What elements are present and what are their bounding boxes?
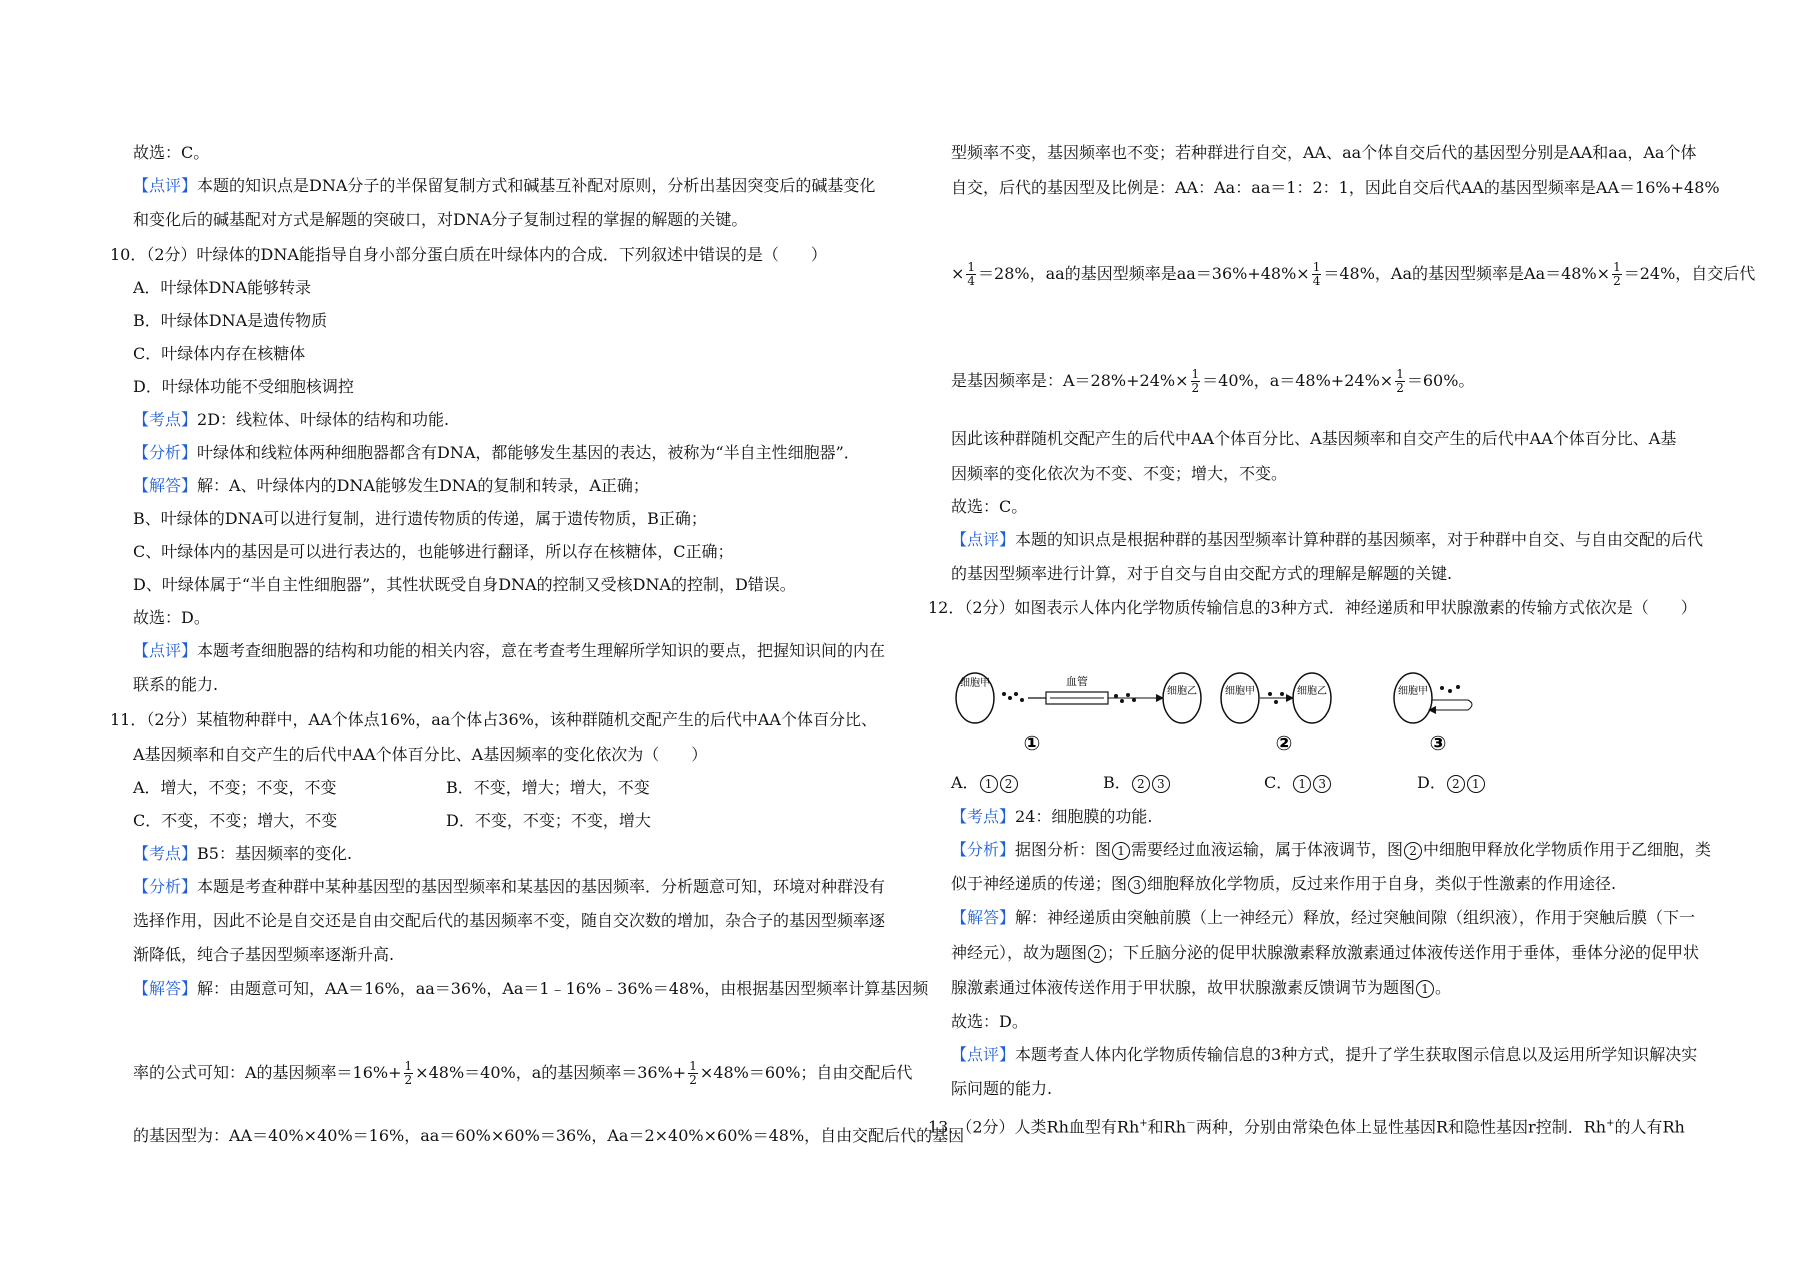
diagram-2: [1221, 673, 1331, 755]
diagram-number-1: ①: [1023, 731, 1041, 755]
solution-tag: 【解答】: [951, 908, 1016, 927]
numerator: 1: [1191, 367, 1200, 381]
solution-continued-2: 自交，后代的基因型及比例是：AA：Aa：aa＝1：2：1，因此自交后代AA的基因型频率是AA＝16%+48%: [951, 178, 1720, 197]
cell-b: [1293, 673, 1331, 723]
cell-a: [1394, 673, 1432, 723]
question-text: 的人有Rh: [1614, 1117, 1685, 1137]
cell-a-label: 细胞甲: [960, 678, 990, 689]
numerator: 1: [404, 1059, 413, 1073]
option-c: C．叶绿体内存在核糖体: [133, 344, 306, 363]
kaodian-tag: 【考点】: [951, 807, 1016, 826]
option-label: B．: [1103, 773, 1131, 792]
analysis-line-2: [951, 873, 1616, 895]
comment-tag: 【点评】: [951, 530, 1016, 549]
numerator: 1: [1312, 260, 1321, 274]
kaodian-line: [133, 843, 352, 865]
option-b: B．不变，增大；增大，不变: [446, 778, 650, 797]
superscript: +: [1606, 1118, 1615, 1129]
solution-line-2: [133, 1060, 912, 1087]
solution-line-2: [951, 942, 1699, 964]
analysis-text: 细胞释放化学物质，反过来作用于自身，类似于性激素的作用途径.: [1147, 874, 1617, 893]
solution-line-3: [951, 977, 1451, 999]
option-a: A．增大，不变；不变，不变: [133, 778, 337, 797]
formula-part: ＝48%，Aa的基因型频率是Aa＝48%×: [1323, 264, 1611, 283]
option-b: B．叶绿体DNA是遗传物质: [133, 311, 328, 330]
fraction: [1395, 368, 1405, 395]
analysis-line-2: 选择作用，因此不论是自交还是自由交配后代的基因频率不变，随自交次数的增加，杂合子的基因型频率逐: [133, 911, 886, 930]
numerator: 1: [1613, 260, 1621, 274]
numerator: 1: [967, 260, 976, 274]
solution-text: 神经元），故为题图: [951, 943, 1088, 962]
analysis-text: 需要经过血液运输，属于体液调节，图: [1131, 840, 1404, 859]
comment-text: 本题考查细胞器的结构和功能的相关内容，意在考查考生理解所学知识的要点，把握知识间的内在: [197, 641, 886, 660]
comment-line-2: 的基因型频率进行计算，对于自交与自由交配方式的理解是解题的关键.: [951, 564, 1453, 583]
comment-text: 本题考查人体内化学物质传输信息的3种方式，提升了学生获取图示信息以及运用所学知识解决实: [1015, 1045, 1698, 1064]
circled-number: 2: [1000, 775, 1018, 793]
diagram-1: [956, 673, 1201, 755]
analysis-tag: 【分析】: [133, 443, 198, 462]
option-d: [1417, 772, 1486, 794]
analysis-tag: 【分析】: [133, 877, 198, 896]
analysis-line: [951, 839, 1711, 861]
solution-text: 解：由题意可知，AA＝16%，aa＝36%，Aa＝1﹣16%﹣36%＝48%，由根据基因型频率计算基因频: [197, 979, 929, 998]
solution-continued: 型频率不变，基因频率也不变；若种群进行自交，AA、aa个体自交后代的基因型分别是AA和aa，Aa个体: [951, 143, 1697, 162]
analysis-text: 本题是考查种群中某种基因型的基因型频率和某基因的基因频率．分析题意可知，环境对种群没有: [197, 877, 886, 896]
circled-number: 1: [1467, 775, 1485, 793]
solution-line-3: C、叶绿体内的基因是可以进行表达的，也能够进行翻译，所以存在核糖体，C正确；: [133, 542, 734, 561]
analysis-text: 叶绿体和线粒体两种细胞器都含有DNA，都能够发生基因的表达，被称为“半自主性细胞器”．: [197, 443, 860, 462]
comment-line-2: 际问题的能力.: [951, 1079, 1053, 1098]
kaodian-line: [951, 806, 1152, 828]
circled-number: 1: [1112, 842, 1130, 860]
kaodian-tag: 【考点】: [133, 410, 198, 429]
option-b: [1103, 772, 1171, 794]
circled-number: 1: [980, 775, 998, 793]
kaodian-tag: 【考点】: [133, 844, 198, 863]
fraction: [688, 1060, 698, 1087]
cell-b-label: 细胞乙: [1167, 686, 1197, 697]
option-a: [951, 772, 1019, 794]
circled-number: 2: [1404, 842, 1422, 860]
option-label: C．: [1264, 773, 1293, 792]
solution-text: 腺激素通过体液传送作用于甲状腺，故甲状腺激素反馈调节为题图: [951, 978, 1416, 997]
circled-number: 3: [1313, 775, 1331, 793]
comment-line: [133, 175, 875, 197]
numerator: 1: [689, 1059, 697, 1073]
denominator: 4: [967, 274, 976, 288]
question-11: 11．（2分）某植物种群中，AA个体点16%，aa个体占36%，该种群随机交配产生的后代中AA个体百分比、: [110, 710, 877, 729]
circled-number: 1: [1293, 775, 1311, 793]
analysis-line: [133, 442, 860, 464]
solution-text: ；下丘脑分泌的促甲状腺激素释放激素通过体液传送作用于垂体，垂体分泌的促甲状: [1107, 943, 1700, 962]
formula-part: ×: [951, 264, 965, 283]
denominator: 2: [1191, 381, 1200, 395]
question-text: 两种，分别由常染色体上显性基因R和隐性基因r控制．Rh: [1196, 1117, 1607, 1137]
analysis-text: 中细胞甲释放化学物质作用于乙细胞，类: [1423, 840, 1712, 859]
comment-line: [951, 529, 1703, 551]
formula-part: ×48%＝60%；自由交配后代: [699, 1063, 913, 1082]
option-c: C．不变，不变；增大，不变: [133, 811, 338, 830]
formula-part: ＝28%，aa的基因型频率是aa＝36%+48%×: [978, 264, 1310, 283]
option-d: D．不变，不变；不变，增大: [446, 811, 651, 830]
fraction: [1191, 368, 1201, 395]
formula-part: 是基因频率是：A＝28%+24%×: [951, 371, 1189, 390]
question-text: 和Rh: [1147, 1117, 1186, 1137]
numerator: 1: [1396, 367, 1404, 381]
cell-a-label: 细胞甲: [1398, 686, 1428, 697]
answer-line: 故选：C。: [133, 143, 210, 162]
cell-a-label: 细胞甲: [1225, 686, 1255, 697]
denominator: 2: [404, 1073, 413, 1087]
question-12: 12．（2分）如图表示人体内化学物质传输信息的3种方式．神经递质和甲状腺激素的传输方式依次是（ ）: [928, 598, 1697, 617]
analysis-line-3: 渐降低，纯合子基因型频率逐渐升高.: [133, 945, 395, 964]
formula-part: ×48%＝40%，a的基因频率＝36%+: [415, 1063, 687, 1082]
question-text: 13．（2分）人类Rh血型有Rh: [928, 1117, 1140, 1137]
circled-number: 3: [1152, 775, 1170, 793]
solution-text: 解：神经递质由突触前膜（上一神经元）释放，经过突触间隙（组织液），作用于突触后膜（下一: [1015, 908, 1696, 927]
answer-line: 故选：C。: [951, 497, 1028, 516]
circled-number: 2: [1447, 775, 1465, 793]
denominator: 2: [1396, 381, 1404, 395]
circled-number: 1: [1416, 980, 1434, 998]
option-d: D．叶绿体功能不受细胞核调控: [133, 377, 354, 396]
comment-line-2: 联系的能力.: [133, 675, 219, 694]
fraction: [1312, 261, 1322, 288]
cell-b-label: 细胞乙: [1297, 686, 1327, 697]
solution-line: [133, 475, 649, 497]
circled-number: 2: [1132, 775, 1150, 793]
analysis-text: 据图分析：图: [1015, 840, 1112, 859]
comment-tag: 【点评】: [951, 1045, 1016, 1064]
vessel-label: 血管: [1066, 675, 1088, 688]
fraction: [966, 261, 976, 288]
solution-tag: 【解答】: [133, 979, 198, 998]
option-label: D．: [1417, 773, 1446, 792]
answer-line: 故选：D。: [951, 1012, 1028, 1031]
formula-part: ＝60%。: [1406, 371, 1475, 390]
denominator: 2: [689, 1073, 697, 1087]
solution-line-4: D、叶绿体属于“半自主性细胞器”，其性状既受自身DNA的控制又受核DNA的控制，D错误。: [133, 575, 796, 594]
analysis-tag: 【分析】: [951, 840, 1016, 859]
solution-formula-line: [951, 261, 1755, 288]
kaodian-text: B5：基因频率的变化.: [197, 844, 353, 863]
denominator: 2: [1613, 274, 1621, 288]
superscript: +: [1139, 1118, 1148, 1129]
circled-number: 2: [1088, 945, 1106, 963]
question-13: [928, 1113, 1685, 1138]
fraction: [1612, 261, 1622, 288]
formula-part: ＝40%，a＝48%+24%×: [1202, 371, 1394, 390]
solution-line-2: B、叶绿体的DNA可以进行复制，进行遗传物质的传递，属于遗传物质，B正确；: [133, 509, 707, 528]
kaodian-line: [133, 409, 449, 431]
formula-part: 率的公式可知：A的基因频率＝16%+: [133, 1063, 402, 1082]
solution-text: 解：A、叶绿体内的DNA能够发生DNA的复制和转录，A正确；: [197, 476, 649, 495]
signal-transmission-figure: [950, 672, 1510, 756]
diagram-number-3: ③: [1429, 731, 1447, 755]
comment-line: [133, 640, 885, 662]
superscript: －: [1186, 1118, 1196, 1129]
cell-a: [1221, 673, 1259, 723]
solution-formula-line-2: [951, 368, 1474, 395]
solution-tag: 【解答】: [133, 476, 198, 495]
question-11-line-2: A基因频率和自交产生的后代中AA个体百分比、A基因频率的变化依次为（ ）: [133, 745, 708, 764]
analysis-line: [133, 876, 885, 898]
solution-line-3: 的基因型为：AA＝40%×40%＝16%，aa＝60%×60%＝36%，Aa＝2×40%×60%＝48%，自由交配后代的基因: [133, 1126, 965, 1145]
comment-tag: 【点评】: [133, 176, 198, 195]
comment-text: 本题的知识点是根据种群的基因型频率计算种群的基因频率，对于种群中自交、与自由交配的后代: [1015, 530, 1704, 549]
solution-line: [133, 978, 928, 1000]
comment-line-2: 和变化后的碱基配对方式是解题的突破口，对DNA分子复制过程的掌握的解题的关键。: [133, 210, 748, 229]
option-label: A．: [951, 773, 979, 792]
fraction: [404, 1060, 414, 1087]
question-10: 10．（2分）叶绿体的DNA能指导自身小部分蛋白质在叶绿体内的合成．下列叙述中错误的是（ ）: [110, 245, 827, 264]
option-c: [1264, 772, 1332, 794]
conclusion-line: 因此该种群随机交配产生的后代中AA个体百分比、A基因频率和自交产生的后代中AA个体百分比、A基: [951, 429, 1677, 448]
formula-part: ＝24%，自交后代: [1623, 264, 1756, 283]
circled-number: 3: [1128, 876, 1146, 894]
comment-tag: 【点评】: [133, 641, 198, 660]
solution-line: [951, 907, 1695, 929]
conclusion-line-2: 因频率的变化依次为不变、不变；增大，不变。: [951, 464, 1288, 483]
kaodian-text: 24：细胞膜的功能.: [1015, 807, 1153, 826]
kaodian-text: 2D：线粒体、叶绿体的结构和功能.: [197, 410, 450, 429]
solution-text: 。: [1435, 978, 1452, 997]
comment-text: 本题的知识点是DNA分子的半保留复制方式和碱基互补配对原则，分析出基因突变后的碱基变化: [197, 176, 876, 195]
diagram-3: [1394, 673, 1472, 755]
cell-b: [1163, 673, 1201, 723]
comment-line: [951, 1044, 1697, 1066]
analysis-text: 似于神经递质的传递；图: [951, 874, 1128, 893]
answer-line: 故选：D。: [133, 608, 210, 627]
option-a: A．叶绿体DNA能够转录: [133, 278, 311, 297]
denominator: 4: [1312, 274, 1321, 288]
diagram-number-2: ②: [1275, 731, 1293, 755]
